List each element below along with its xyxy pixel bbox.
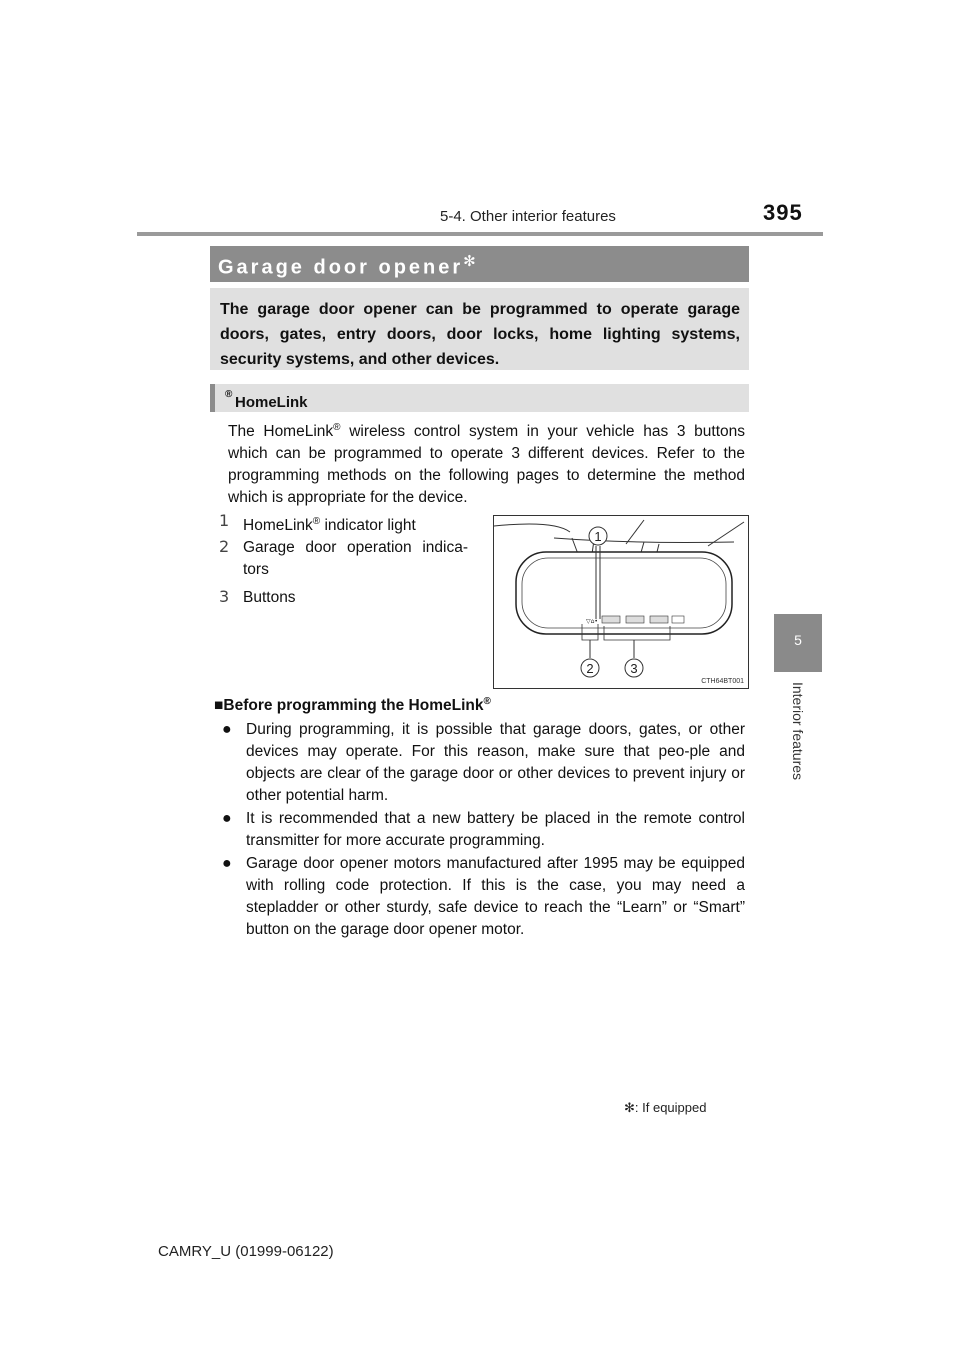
subheading-text: HomeLink	[235, 394, 308, 411]
footnote-text: : If equipped	[634, 1100, 707, 1115]
callout-number: 1	[219, 511, 230, 530]
registered-mark: ®	[333, 422, 341, 433]
homelink-button	[650, 616, 668, 623]
if-equipped-asterisk: ✻	[463, 253, 476, 270]
homelink-button	[626, 616, 644, 623]
bullet-item	[222, 853, 745, 941]
windshield-line	[554, 538, 734, 543]
figure-label-1-text: 1	[594, 529, 602, 544]
bullet-dot: ●	[222, 855, 232, 872]
subheading	[225, 389, 308, 411]
figure-code: CTH64BT001	[701, 678, 744, 685]
callout-text	[243, 511, 416, 537]
registered-mark: ®	[312, 516, 321, 527]
figure-label-3-text: 3	[630, 661, 638, 676]
bullet-dot: ●	[222, 721, 232, 738]
bullet-text: Garage door opener motors manufactured after 1995 may be equipped with rolling code protection. If this is the case, you may need a stepladder or other sturdy, safe device to reach the “Learn” or “Smart” button on the garage door opener motor.	[246, 855, 745, 938]
registered-mark: ®	[483, 696, 491, 707]
callout-text-main: HomeLink	[243, 517, 313, 535]
callout-text: Buttons	[243, 589, 296, 606]
homelink-button	[602, 616, 620, 623]
callout-text-after: indicator light	[320, 517, 416, 535]
document-id: CAMRY_U (01999-06122)	[158, 1243, 334, 1260]
section-title: 5-4. Other interior features	[440, 208, 616, 225]
mirror-button	[672, 616, 684, 623]
windshield-line	[626, 520, 644, 544]
bullet-dot: ●	[222, 810, 232, 827]
bullet-text: During programming, it is possible that garage doors, gates, or other devices may operate. For this reason, make sure that peo-ple and objects are clear of the garage door or other devices to prevent injury or other potential harm.	[246, 721, 745, 804]
chapter-number: 5	[794, 632, 802, 648]
callout-number: 3	[219, 587, 230, 606]
indicator-light-icon: ▽⌂•	[586, 618, 598, 625]
section-heading	[218, 252, 476, 280]
body-paragraph	[228, 417, 745, 509]
subsection-heading	[214, 696, 491, 715]
figure-label-2-text: 2	[586, 661, 594, 676]
bullet-item	[222, 719, 745, 807]
subheading-bar	[210, 384, 749, 412]
footnote	[624, 1100, 706, 1116]
intro-text: The garage door opener can be programmed to operate garage doors, gates, entry doors, door locks, home lighting systems, security systems, and other devices.	[220, 301, 740, 368]
intro-box	[210, 288, 749, 370]
rearview-mirror-illustration	[494, 516, 748, 688]
callout-number: 2	[219, 537, 230, 556]
section-heading-bar	[210, 246, 749, 282]
subsection-heading-text: Before programming the HomeLink	[223, 697, 484, 715]
body-text-part2: wireless control system in your vehicle has 3 buttons which can be programmed to operate 3 different devices. Refer to the programming methods on the following pages to determine the method which is appropriate for the device.	[228, 423, 745, 507]
square-marker: ■	[214, 697, 224, 715]
windshield-line	[494, 524, 570, 532]
mirror-body	[516, 552, 732, 634]
chapter-label	[788, 676, 808, 786]
callout-text: Garage door operation indica-tors	[243, 539, 468, 578]
chapter-tab	[774, 614, 822, 672]
page-number: 395	[763, 200, 803, 225]
section-heading-text: Garage door opener	[218, 256, 464, 279]
mirror-figure	[493, 515, 749, 689]
footnote-symbol: ✻	[624, 1100, 635, 1115]
header-rule	[137, 232, 823, 236]
bullet-item	[222, 808, 745, 852]
body-text-part1: The HomeLink	[228, 423, 334, 441]
chapter-label-text: Interior features	[790, 681, 806, 781]
bullet-text: It is recommended that a new battery be placed in the remote control transmitter for more accurate programming.	[246, 810, 745, 849]
registered-mark: ®	[225, 389, 233, 400]
